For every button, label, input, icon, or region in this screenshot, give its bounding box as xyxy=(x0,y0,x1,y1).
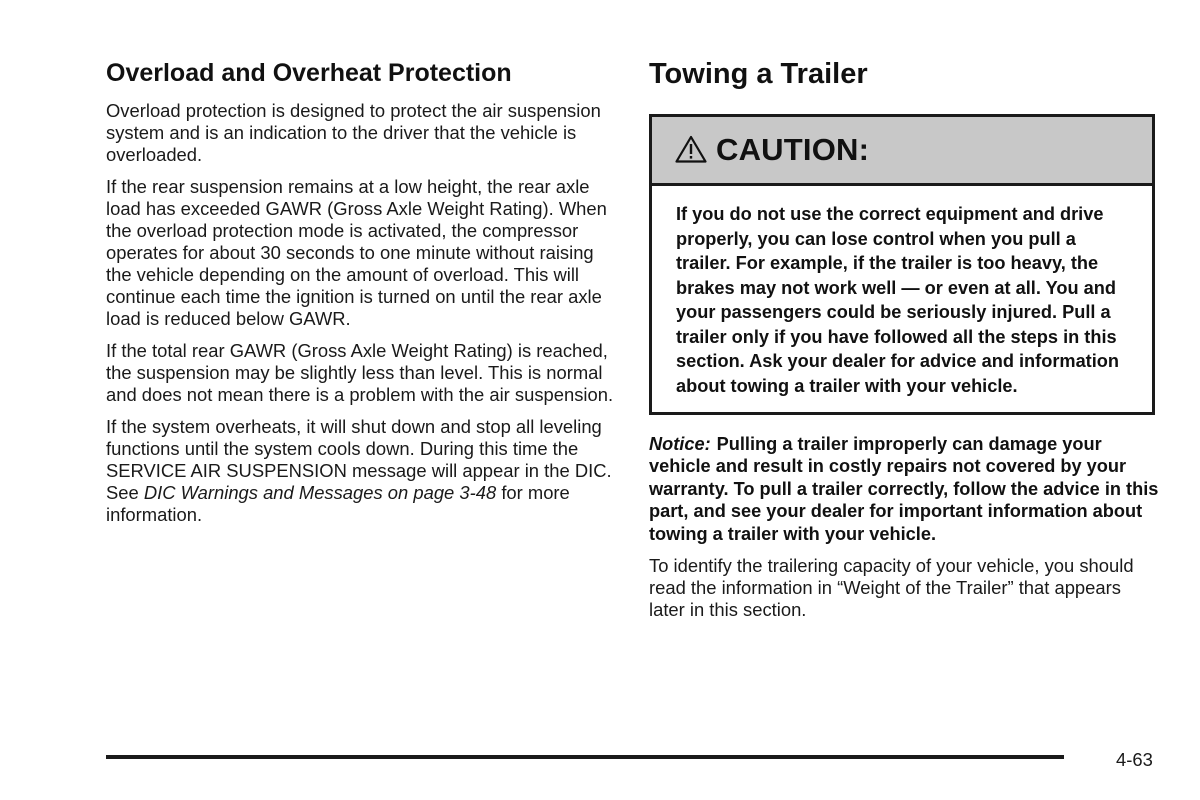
right-column xyxy=(649,58,1159,631)
caution-box xyxy=(649,114,1155,415)
section-heading-overload: Overload and Overheat Protection xyxy=(106,59,512,87)
paragraph-overheat xyxy=(106,416,616,526)
page-number: 4-63 xyxy=(1116,749,1153,770)
notice-text: Pulling a trailer improperly can damage your vehicle and result in costly repairs not covered by your warranty. To pull a trailer correctly, follow the advice in this part, and see your dealer for important information about towing a trailer with your vehicle. xyxy=(649,434,1159,544)
caution-title: CAUTION: xyxy=(716,132,870,167)
notice-label: Notice: xyxy=(649,434,711,454)
overheat-text: If the system overheats, it will shut down and stop all leveling functions until the system cools down. During this time the SERVICE AIR SUSPENSION message will appear in the DIC. See xyxy=(106,416,612,503)
paragraph-total-gawr: If the total rear GAWR (Gross Axle Weight Rating) is reached, the suspension may be slightly less than level. This is normal and does not mean there is a problem with the air suspension. xyxy=(106,340,614,405)
caution-body: If you do not use the correct equipment and drive properly, you can lose control when you pull a trailer. For example, if the trailer is too heavy, the brakes may not work well — or even at all. You and your passengers could be seriously injured. Pull a trailer only if you have followed all the steps in this section. Ask your dealer for advice and information about towing a trailer with your vehicle. xyxy=(676,204,1120,396)
overheat-tail: for more information. xyxy=(106,482,570,525)
section-heading-towing: Towing a Trailer xyxy=(649,58,868,90)
warning-triangle-icon xyxy=(674,134,708,164)
paragraph-rear-suspension: If the rear suspension remains at a low height, the rear axle load has exceeded GAWR (Gross Axle Weight Rating). When the overload protection mode is activated, the compressor operates for about 30 seconds to one minute without raising the vehicle depending on the amount of overload. This will continue each time the ignition is turned on until the rear axle load is reduced below GAWR. xyxy=(106,176,607,329)
paragraph-overload-intro: Overload protection is designed to protect the air suspension system and is an indication to the driver that the vehicle is overloaded. xyxy=(106,100,601,165)
footer-rule xyxy=(106,755,1064,759)
caution-header xyxy=(652,117,1152,186)
dic-reference-link[interactable]: DIC Warnings and Messages on page 3-48 xyxy=(143,482,497,503)
paragraph-trailering-capacity: To identify the trailering capacity of your vehicle, you should read the information in “Weight of the Trailer” that appears later in this section. xyxy=(649,555,1134,621)
left-column xyxy=(106,58,616,536)
notice-paragraph xyxy=(649,433,1159,545)
